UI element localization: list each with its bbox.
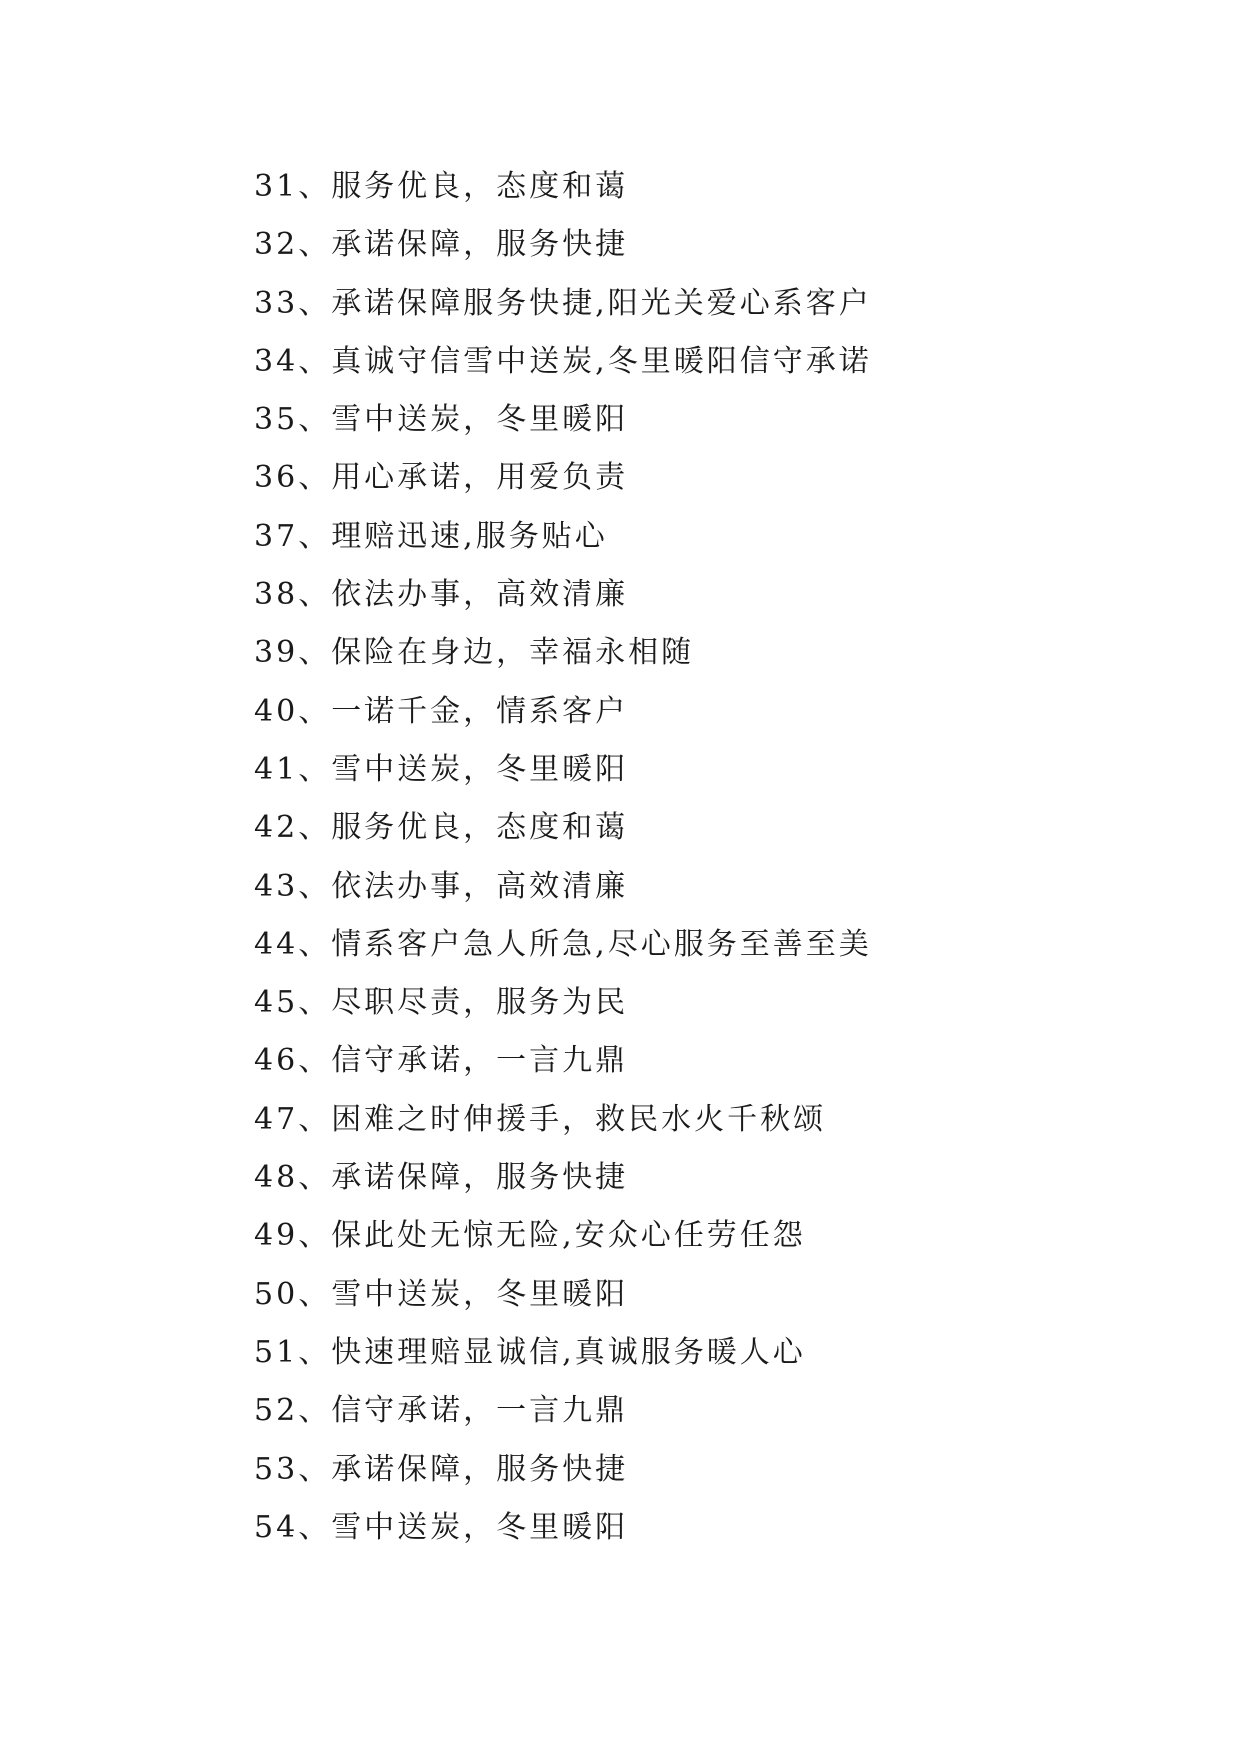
list-item [254, 858, 872, 916]
item-separator: 、 [298, 577, 332, 613]
item-separator: 、 [298, 1218, 332, 1254]
item-number: 54 [254, 1509, 299, 1545]
item-text: 情系客户急人所急,尽心服务至善至美 [331, 926, 872, 962]
item-number: 40 [254, 693, 299, 729]
item-separator: 、 [298, 285, 332, 321]
list-item [254, 216, 872, 274]
item-separator: 、 [298, 1451, 332, 1487]
list-item [254, 449, 872, 507]
item-text: 困难之时伸援手，救民水火千秋颂 [331, 1101, 827, 1137]
item-text: 服务优良，态度和蔼 [331, 810, 629, 846]
item-separator: 、 [298, 169, 332, 204]
item-number: 49 [254, 1218, 299, 1254]
list-item [254, 799, 872, 857]
item-text: 承诺保障，服务快捷 [331, 1451, 629, 1487]
item-number: 47 [254, 1101, 299, 1137]
item-number: 38 [254, 577, 299, 613]
list-item [254, 508, 872, 566]
item-text: 保险在身边，幸福永相随 [331, 635, 695, 671]
item-text: 雪中送炭，冬里暖阳 [331, 402, 629, 438]
list-item [254, 1441, 872, 1499]
item-separator: 、 [298, 343, 332, 379]
item-number: 51 [254, 1334, 299, 1370]
item-separator: 、 [298, 402, 332, 438]
item-separator: 、 [298, 1509, 332, 1545]
item-separator: 、 [298, 810, 332, 846]
item-separator: 、 [298, 227, 332, 263]
item-separator: 、 [298, 518, 332, 554]
item-text: 承诺保障，服务快捷 [331, 1160, 629, 1196]
item-number: 37 [254, 518, 299, 554]
item-number: 48 [254, 1160, 299, 1196]
item-number: 34 [254, 343, 299, 379]
item-number: 45 [254, 985, 299, 1021]
item-number: 43 [254, 868, 299, 904]
item-text: 信守承诺，一言九鼎 [331, 1043, 629, 1079]
list-item [254, 1266, 872, 1324]
item-separator: 、 [298, 1276, 332, 1312]
item-number: 50 [254, 1276, 299, 1312]
item-separator: 、 [298, 1393, 332, 1429]
item-text: 尽职尽责，服务为民 [331, 985, 629, 1021]
item-text: 服务优良，态度和蔼 [331, 169, 629, 204]
item-number: 36 [254, 460, 299, 496]
item-number: 32 [254, 227, 299, 263]
list-item [254, 1499, 872, 1557]
item-text: 雪中送炭，冬里暖阳 [331, 1276, 629, 1312]
list-item [254, 1382, 872, 1440]
item-separator: 、 [298, 1101, 332, 1137]
item-separator: 、 [298, 868, 332, 904]
item-separator: 、 [298, 985, 332, 1021]
item-separator: 、 [298, 1160, 332, 1196]
item-text: 理赔迅速,服务贴心 [331, 518, 608, 554]
item-separator: 、 [298, 460, 332, 496]
item-text: 依法办事，高效清廉 [331, 577, 629, 613]
list-item [254, 683, 872, 741]
item-number: 44 [254, 926, 299, 962]
item-text: 信守承诺，一言九鼎 [331, 1393, 629, 1429]
list-item [254, 391, 872, 449]
list-item [254, 1032, 872, 1090]
item-text: 快速理赔显诚信,真诚服务暖人心 [331, 1334, 806, 1370]
item-separator: 、 [298, 1043, 332, 1079]
item-number: 41 [254, 751, 299, 787]
item-separator: 、 [298, 693, 332, 729]
list-item [254, 1324, 872, 1382]
item-separator: 、 [298, 926, 332, 962]
item-number: 53 [254, 1451, 299, 1487]
item-separator: 、 [298, 635, 332, 671]
item-text: 真诚守信雪中送炭,冬里暖阳信守承诺 [331, 343, 872, 379]
list-item [254, 566, 872, 624]
item-number: 52 [254, 1393, 299, 1429]
item-text: 依法办事，高效清廉 [331, 868, 629, 904]
item-text: 承诺保障服务快捷,阳光关爱心系客户 [331, 285, 872, 321]
list-item [254, 1207, 872, 1265]
item-number: 33 [254, 285, 299, 321]
list-item [254, 916, 872, 974]
item-text: 保此处无惊无险,安众心任劳任怨 [331, 1218, 806, 1254]
item-number: 35 [254, 402, 299, 438]
item-text: 雪中送炭，冬里暖阳 [331, 1509, 629, 1545]
list-item [254, 333, 872, 391]
list-item [254, 158, 872, 216]
item-text: 用心承诺，用爱负责 [331, 460, 629, 496]
item-text: 承诺保障，服务快捷 [331, 227, 629, 263]
item-text: 雪中送炭，冬里暖阳 [331, 751, 629, 787]
slogan-list [254, 158, 872, 1557]
list-item [254, 741, 872, 799]
list-item [254, 624, 872, 682]
item-number: 42 [254, 810, 299, 846]
list-item [254, 1091, 872, 1149]
item-number: 31 [254, 169, 299, 204]
item-number: 46 [254, 1043, 299, 1079]
item-separator: 、 [298, 751, 332, 787]
item-number: 39 [254, 635, 299, 671]
item-text: 一诺千金，情系客户 [331, 693, 629, 729]
item-separator: 、 [298, 1334, 332, 1370]
list-item [254, 275, 872, 333]
list-item [254, 974, 872, 1032]
list-item [254, 1149, 872, 1207]
